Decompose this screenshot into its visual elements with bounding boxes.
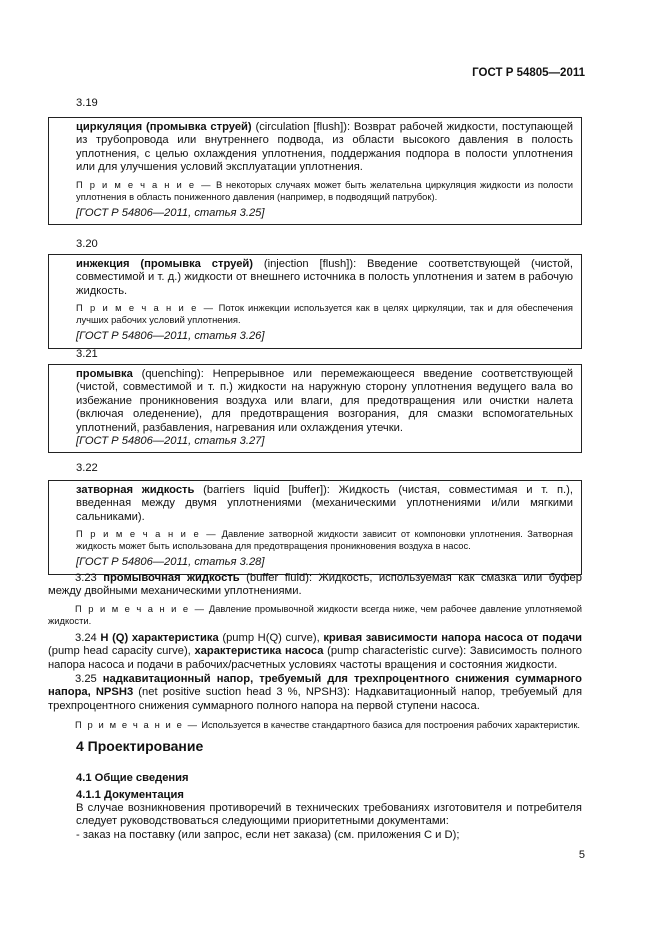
entry-3-23 bbox=[48, 572, 582, 627]
entry-number: 3.21 bbox=[76, 348, 98, 360]
source-reference: [ГОСТ Р 54806—2011, статья 3.25] bbox=[76, 206, 265, 219]
definition: 3.23 промывочная жидкость (buffer fluid): Жидкость, используемая как смазка или буфер между двойными механическими уплотнениями. bbox=[48, 572, 582, 598]
note: П р и м е ч а н и е — Давление затворной жидкости зависит от компоновки уплотнения. Затворная жидкость может быть использована для предотвращения проникновения воздуха в насос. bbox=[76, 528, 573, 552]
term: циркуляция (промывка струей) bbox=[76, 121, 252, 133]
entry-number: 3.20 bbox=[76, 238, 98, 250]
source-reference: [ГОСТ Р 54806—2011, статья 3.27] bbox=[76, 435, 265, 448]
section-heading: 4 Проектирование bbox=[76, 738, 204, 754]
term-box-3-20 bbox=[48, 254, 582, 349]
term: промывка bbox=[76, 368, 133, 380]
entry-number: 3.22 bbox=[76, 462, 98, 474]
term: промывочная жидкость bbox=[103, 572, 240, 584]
definition: инжекция (промывка струей) (injection [flush]): Введение соответствующей (чистой, совместимой и т. д.) жидкости от внешнего источника в полость уплотнения и затем в рабочую жидкость. bbox=[76, 258, 573, 297]
term-box-3-19 bbox=[48, 117, 582, 225]
term: инжекция (промывка струей) bbox=[76, 258, 254, 270]
note: П р и м е ч а н и е — В некоторых случаях может быть желательна циркуляция жидкости из полости уплотнения в область пониженного давления (например, в подводящий патрубок). bbox=[76, 178, 573, 202]
list-item: - заказ на поставку (или запрос, если нет заказа) (см. приложения С и D); bbox=[76, 828, 460, 841]
definition: 3.24 H (Q) характеристика (pump H(Q) curve), кривая зависимости напора насоса от подачи (pump head capacity curve), характеристика насоса (pump characteristic curve): Зависимость полного напора насоса и подачи в рабочих/расчетных условиях частоты вращения и состояния жидкости. bbox=[48, 632, 583, 671]
document-header: ГОСТ Р 54805—2011 bbox=[472, 67, 585, 79]
entry-number: 3.19 bbox=[76, 97, 98, 109]
definition: 3.25 надкавитационный напор, требуемый для трехпроцентного снижения суммарного напора, NPSH3 (net positive suction head 3 %, NPSH3): Надкавитационный напор, требуемый для трехпроцентного снижения суммарного полного напора на первой ступени насоса. bbox=[48, 673, 583, 712]
term-box-3-21 bbox=[48, 364, 582, 453]
entry-3-25 bbox=[48, 673, 582, 731]
term: затворная жидкость bbox=[76, 484, 195, 496]
note: П р и м е ч а н и е — Поток инжекции используется как в целях циркуляции, так и для обеспечения лучших рабочих условий уплотнения. bbox=[76, 302, 573, 326]
note: П р и м е ч а н и е — Давление промывочной жидкости всегда ниже, чем рабочее давление уплотняемой жидкости. bbox=[48, 602, 582, 626]
note: П р и м е ч а н и е — Используется в качестве стандартного базиса для построения рабочих характеристик. bbox=[75, 719, 581, 731]
term-box-3-22 bbox=[48, 480, 582, 575]
definition: циркуляция (промывка струей) (circulation [flush]): Возврат рабочей жидкости, поступающей из трубопровода или внутреннего подвода, из области высокого давления в полость уплотнения, с целью охлаждения уплотнения, поддержания подпора в полости уплотнения или для улучшения условий эксплуатации уплотнения. bbox=[76, 121, 573, 174]
section-paragraph: В случае возникновения противоречий в технических требованиях изготовителя и потребителя следует руководствоваться следующими приоритетными документами: - заказ на поставку (или запрос, если нет заказа) (см. приложения С и D); bbox=[76, 802, 582, 841]
source-reference: [ГОСТ Р 54806—2011, статья 3.26] bbox=[76, 330, 265, 343]
entry-3-24 bbox=[48, 632, 582, 672]
definition: промывка (quenching): Непрерывное или перемежающееся введение соответствующей (чистой, совместимой и т. п.) жидкости на наружную сторону уплотнения ведущего вала во избежание проникновения воздуха или влаги, для предотвращения или очистки налета (включая оледенение), для предотвращения возгорания, для смазки вспомогательных уплотнений, разбавления, нагревания или охлаждения утечки. bbox=[76, 368, 574, 434]
page-number: 5 bbox=[578, 849, 585, 861]
definition: затворная жидкость (barriers liquid [buffer]): Жидкость (чистая, совместимая и т. п.), введенная между двумя уплотнениями (механическими уплотнениями и/или мягкими сальниками). bbox=[76, 484, 573, 523]
subsection-heading: 4.1 Общие сведения bbox=[76, 772, 189, 784]
term: надкавитационный напор, требуемый для трехпроцентного снижения суммарного напора, NPSH3 bbox=[48, 673, 583, 699]
subsection-heading: 4.1.1 Документация bbox=[76, 789, 184, 801]
source-reference: [ГОСТ Р 54806—2011, статья 3.28] bbox=[76, 556, 265, 569]
